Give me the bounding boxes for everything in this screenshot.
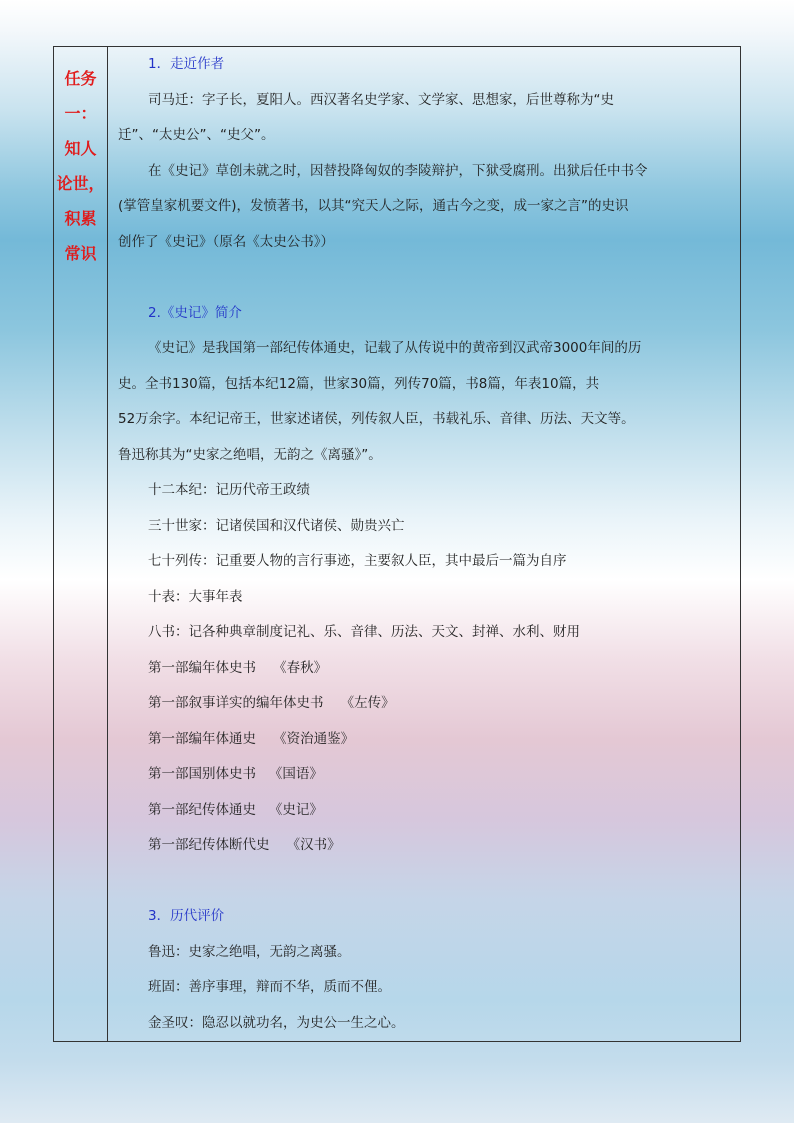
section-heading-author: 1．走近作者 [148, 56, 225, 72]
author-intro-line: 迁”、“太史公”、“史父”。 [118, 127, 275, 143]
section-spacer [118, 260, 732, 296]
section-heading-evaluation: 3．历代评价 [148, 908, 225, 924]
task-label-line: 任务 [64, 69, 97, 88]
author-bio-line: 在《史记》草创未就之时，因替投降匈奴的李陵辩护，下狱受腐刑。出狱后任中书令 [148, 162, 648, 179]
evaluation-item: 鲁迅：史家之绝唱，无韵之离骚。 [148, 943, 351, 960]
shiji-item: 七十列传：记重要人物的言行事迹，主要叙人臣，其中最后一篇为自序 [148, 553, 567, 569]
task-label-line: 常识 [64, 244, 97, 263]
shiji-item: 十二本纪：记历代帝王政绩 [148, 482, 310, 498]
shiji-intro-line: 52万余字。本纪记帝王，世家述诸侯，列传叙人臣，书载礼乐、音律、历法、天文等。 [118, 411, 635, 427]
content-cell [108, 47, 740, 1041]
shiji-item: 第一部编年体史书 《春秋》 [148, 659, 328, 676]
author-intro-line: 司马迁：字子长，夏阳人。西汉著名史学家、文学家、思想家，后世尊称为“史 [148, 91, 614, 108]
evaluation-item: 班固：善序事理，辩而不华，质而不俚。 [148, 979, 391, 995]
shiji-intro-line: 史。全书130篇，包括本纪12篇，世家30篇，列传70篇，书8篇，年表10篇，共 [118, 375, 600, 392]
shiji-item: 第一部叙事详实的编年体史书 《左传》 [148, 695, 395, 711]
task-label-cell [54, 47, 108, 1041]
shiji-intro-line: 鲁迅称其为“史家之绝唱，无韵之《离骚》”。 [118, 446, 382, 463]
shiji-item: 第一部纪传体断代史 《汉书》 [148, 837, 341, 853]
shiji-item: 十表：大事年表 [148, 588, 243, 605]
shiji-intro-line: 《史记》是我国第一部纪传体通史，记载了从传说中的黄帝到汉武帝3000年间的历 [148, 340, 642, 356]
task-label-line: 论世， [56, 174, 105, 193]
shiji-item: 三十世家：记诸侯国和汉代诸侯、勋贵兴亡 [148, 517, 405, 534]
section-heading-shiji: 2.《史记》简介 [148, 304, 242, 321]
shiji-item: 第一部编年体通史 《资治通鉴》 [148, 730, 355, 747]
author-bio-line: (掌管皇家机要文件)，发愤著书，以其“究天人之际，通古今之变，成一家之言”的史识 [118, 198, 629, 214]
task-label-line: 一： [64, 104, 97, 123]
author-bio-line: 创作了《史记》（原名《太史公书》） [118, 233, 334, 250]
shiji-item: 第一部国别体史书 《国语》 [148, 766, 323, 782]
task-label-line: 积累 [64, 209, 97, 228]
shiji-item: 八书：记各种典章制度记礼、乐、音律、历法、天文、封禅、水利、财用 [148, 624, 580, 640]
task-label-line: 知人 [64, 139, 97, 158]
evaluation-item: 金圣叹：隐忍以就功名，为史公一生之心。 [148, 1014, 405, 1031]
section-spacer [118, 864, 732, 900]
content-table [53, 46, 741, 1042]
shiji-item: 第一部纪传体通史 《史记》 [148, 801, 323, 818]
